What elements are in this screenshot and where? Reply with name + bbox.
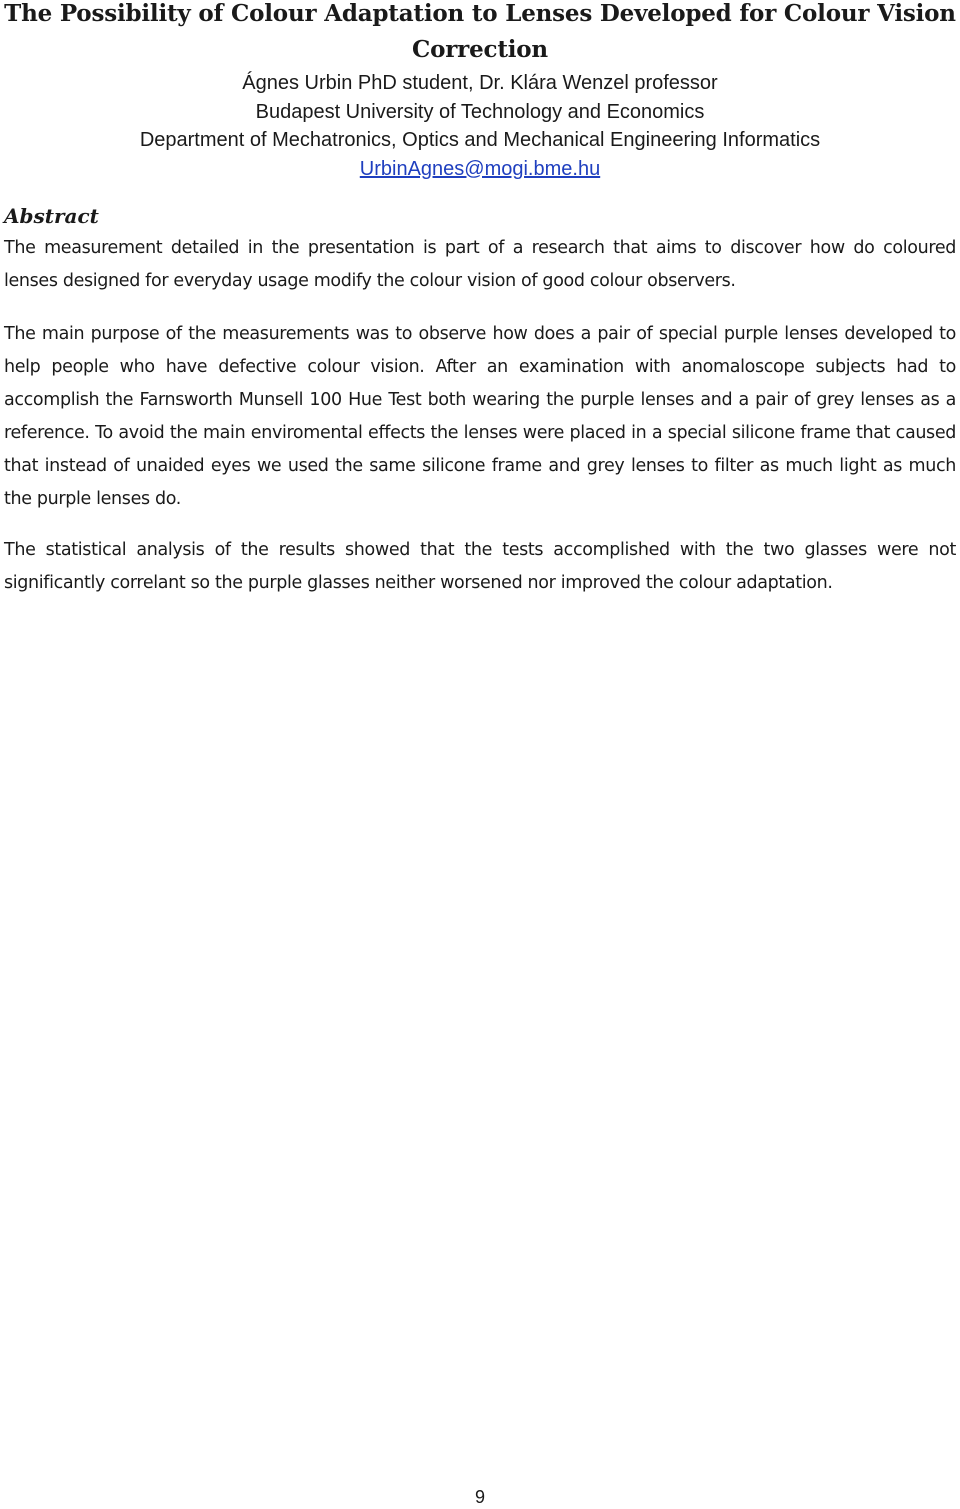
page-number: 9: [474, 1487, 485, 1507]
author-names: Ágnes Urbin PhD student, Dr. Klára Wenzel professor: [242, 72, 718, 94]
abstract-heading: Abstract: [4, 204, 99, 228]
abstract-paragraph-1: The measurement detailed in the presentation is part of a research that aims to discover how do coloured lenses designed for everyday usage modify the colour vision of good colour observers.: [4, 238, 956, 291]
department: Department of Mechatronics, Optics and Mechanical Engineering Informatics: [139, 129, 821, 151]
abstract-paragraph-3: The statistical analysis of the results showed that the tests accomplished with the two glasses were not significantly correlant so the purple glasses neither worsened nor improved the colour adaptation.: [4, 540, 956, 593]
affiliation: Budapest University of Technology and Economics: [255, 100, 705, 123]
abstract-paragraph-2: The main purpose of the measurements was to observe how does a pair of special purple lenses developed to help people who have defective colour vision. After an examination with anomaloscope subjects had to accomplish the Farnsworth Munsell 100 Hue Test both wearing the purple lenses and a pair of grey lenses as a reference. To avoid the main enviromental effects the lenses were placed in a special silicone frame that caused that instead of unaided eyes we used the same silicone frame and grey lenses to filter as much light as much the purple lenses do.: [4, 324, 956, 509]
paper-title: The Possibility of Colour Adaptation to Lenses Developed for Colour Vision Correction: [4, 0, 956, 63]
author-block: [0, 69, 960, 183]
email-link[interactable]: UrbinAgnes@mogi.bme.hu: [359, 157, 601, 180]
